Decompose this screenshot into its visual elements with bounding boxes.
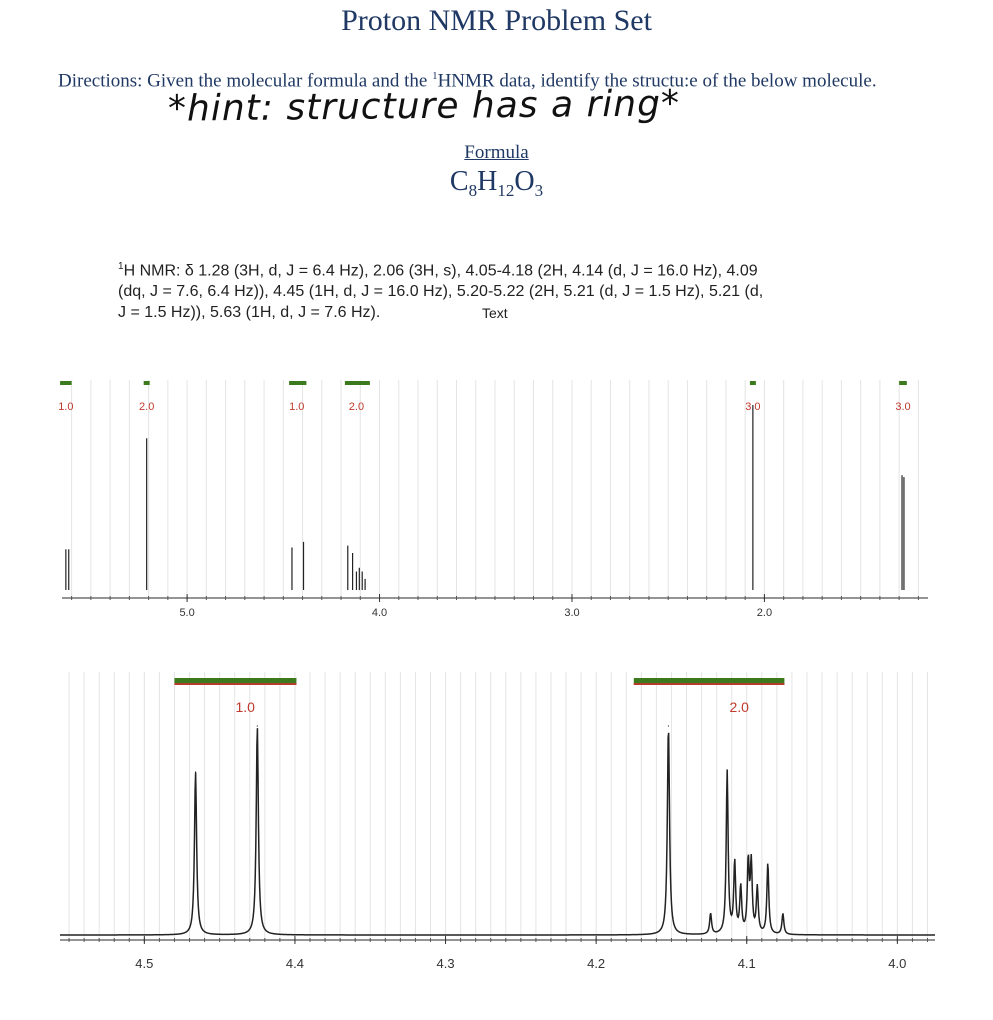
- spectrum-peak: [767, 863, 768, 864]
- x-tick-label: 4.4: [285, 956, 304, 971]
- spectrum-peak: [748, 863, 749, 864]
- x-tick-label: 4.5: [135, 956, 154, 971]
- formula-c-count: 8: [468, 181, 478, 200]
- spectrum-peak: [740, 888, 741, 889]
- x-tick-label: 4.2: [587, 956, 606, 971]
- formula-h: H: [477, 166, 498, 197]
- x-tick-label: 5.0: [179, 607, 195, 619]
- integration-label: 2.0: [348, 401, 365, 413]
- integration-bar: [289, 381, 306, 385]
- formula-h-count: 12: [497, 181, 515, 200]
- formula-o-count: 3: [534, 181, 544, 200]
- handwritten-hint: *hint: structure has a ring*: [167, 83, 681, 130]
- nmr-line-2: (dq, J = 7.6, 6.4 Hz)), 4.45 (1H, d, J = 16.0 Hz), 5.20-5.22 (2H, 5.21 (d, J = 1.5 Hz), 5.21 (d,: [118, 283, 764, 301]
- integration-label: 3.0: [895, 401, 911, 413]
- spectrum-peak: [668, 725, 669, 726]
- x-tick-label: 4.0: [888, 956, 907, 971]
- spectrum-peak: [710, 914, 711, 915]
- integration-bar-edge: [174, 683, 296, 685]
- integration-bar: [899, 381, 907, 385]
- nmr-line-1-text: H NMR: δ 1.28 (3H, d, J = 6.4 Hz), 2.06 (3H, s), 4.05-4.18 (2H, 4.14 (d, J = 16.0 Hz), 4.09: [123, 262, 758, 280]
- page-title: Proton NMR Problem Set: [341, 4, 652, 37]
- integration-bar: [750, 381, 756, 385]
- spectrum-peak: [782, 914, 783, 915]
- integration-label: 1.0: [58, 401, 74, 413]
- formula-c: C: [449, 166, 469, 197]
- x-tick-label: 2.0: [756, 607, 773, 619]
- integration-bar: [144, 381, 150, 385]
- nmr-superscript: 1: [118, 261, 124, 272]
- x-tick-label: 4.1: [737, 956, 756, 971]
- x-tick-label: 3.0: [564, 607, 580, 619]
- integration-bar-edge: [634, 683, 785, 685]
- integration-label: 1.0: [289, 401, 305, 413]
- x-tick-label: 4.0: [371, 607, 388, 619]
- formula-o: O: [514, 166, 535, 197]
- integration-label: 3.0: [745, 401, 761, 413]
- spectrum-trace: [60, 728, 935, 935]
- nmr-line-3: J = 1.5 Hz)), 5.63 (1H, d, J = 7.6 Hz).: [118, 304, 381, 322]
- spectrum-peak: [195, 771, 196, 772]
- x-tick-label: 4.3: [436, 956, 455, 971]
- spectrum-peak: [727, 771, 728, 772]
- spectrum-peak: [757, 888, 758, 889]
- integration-bar: [60, 381, 72, 385]
- spectrum-peak: [751, 865, 752, 866]
- spectrum-peak: [734, 863, 735, 864]
- formula-label: Formula: [464, 142, 529, 163]
- integration-label: 2.0: [729, 699, 749, 715]
- spectrum-peak: [257, 725, 258, 726]
- integration-label: 2.0: [139, 401, 155, 413]
- directions-lead: Directions: Given the molecular formula and the: [58, 70, 433, 92]
- integration-label: 1.0: [235, 699, 255, 715]
- directions-superscript: 1: [432, 70, 438, 82]
- integration-bar: [345, 381, 370, 385]
- directions-rest: HNMR data, identify the structu:e of the below molecule.: [437, 70, 877, 92]
- text-label: Text: [482, 305, 508, 321]
